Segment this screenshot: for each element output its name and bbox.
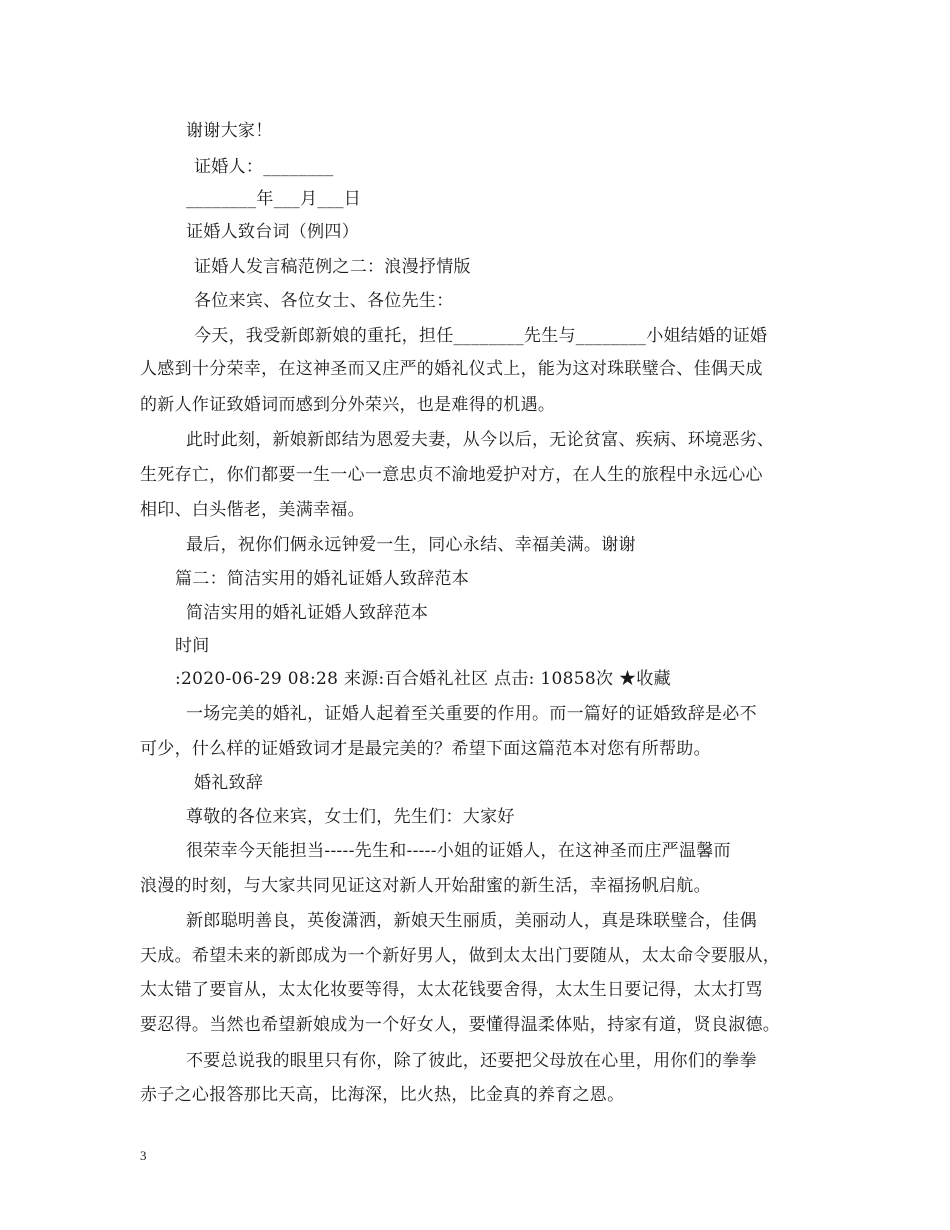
text-line: 一场完美的婚礼，证婚人起着至关重要的作用。而一篇好的证婚致辞是必不 — [186, 704, 757, 724]
text-line: 各位来宾、各位女士、各位先生： — [194, 291, 454, 311]
text-line: 太太错了要盲从，太太化妆要等得，太太花钱要舍得，太太生日要记得，太太打骂 — [140, 980, 763, 1000]
text-line: 最后，祝你们俩永远钟爱一生，同心永结、幸福美满。谢谢 — [186, 535, 636, 555]
text-line: 天成。希望未来的新郎成为一个新好男人，做到太太出门要随从，太太命令要服从， — [140, 946, 781, 966]
text-line: 相印、白头偕老，美满幸福。 — [140, 500, 365, 520]
text-line: 证婚人：________ — [194, 157, 334, 177]
section-subheading: 婚礼致辞 — [194, 773, 264, 793]
text-line: 要忍得。当然也希望新娘成为一个好女人，要懂得温柔体贴，持家有道，贤良淑德。 — [140, 1015, 781, 1035]
text-line: 生死存亡，你们都要一生一心一意忠贞不渝地爱护对方，在人生的旅程中永远心心 — [140, 465, 763, 485]
text-line: 的新人作证致婚词而感到分外荣兴，也是难得的机遇。 — [140, 395, 556, 415]
text-line: ________年___月___日 — [186, 189, 362, 209]
text-line: 此时此刻，新娘新郎结为恩爱夫妻，从今以后，无论贫富、疾病、环境恶劣、 — [186, 430, 775, 450]
text-line: 很荣幸今天能担当-----先生和-----小姐的证婚人，在这神圣而庄严温馨而 — [186, 841, 731, 861]
text-line: 人感到十分荣幸，在这神圣而又庄严的婚礼仪式上，能为这对珠联璧合、佳偶天成 — [140, 359, 763, 379]
section-heading: 篇二：简洁实用的婚礼证婚人致辞范本 — [175, 569, 470, 589]
article-meta: :2020-06-29 08:28 来源:百合婚礼社区 点击: 10858次 ★收藏 — [175, 669, 671, 689]
text-line: 尊敬的各位来宾，女士们，先生们：大家好 — [186, 807, 515, 827]
text-line: 今天，我受新郎新娘的重托，担任________先生与________小姐结婚的证婚 — [194, 326, 768, 346]
section-heading: 证婚人致台词（例四） — [186, 222, 359, 242]
text-line: 浪漫的时刻，与大家共同见证这对新人开始甜蜜的新生活，幸福扬帆启航。 — [140, 876, 711, 896]
text-line: 赤子之心报答那比天高，比海深，比火热，比金真的养育之恩。 — [140, 1085, 625, 1105]
text-line: 新郎聪明善良，英俊潇洒，新娘天生丽质，美丽动人，真是珠联璧合，佳偶 — [186, 911, 757, 931]
section-subheading: 证婚人发言稿范例之二：浪漫抒情版 — [194, 257, 471, 277]
text-line: 时间 — [175, 636, 210, 656]
text-line: 不要总说我的眼里只有你，除了彼此，还要把父母放在心里，用你们的拳拳 — [186, 1051, 757, 1071]
text-line: 可少，什么样的证婚致词才是最完美的？希望下面这篇范本对您有所帮助。 — [140, 739, 711, 759]
text-line: 谢谢大家！ — [186, 121, 273, 141]
section-subheading: 简洁实用的婚礼证婚人致辞范本 — [186, 603, 429, 623]
page-number: 3 — [140, 1148, 147, 1163]
